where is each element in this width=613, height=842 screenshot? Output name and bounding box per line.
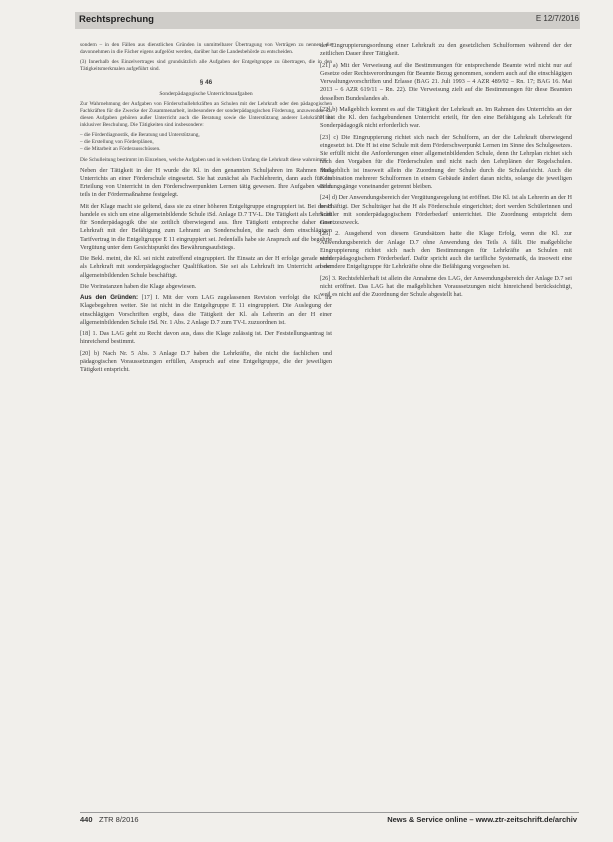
paragraph: [23] c) Die Eingruppierung richtet sich nach der Schulform, an der die Lehrkraft überwiegend eingesetzt ist. Die H ist eine Schule mit dem Förderschwerpunkt Lernen im Sinne des Schulgesetzes. Sie erfüllt nicht die Anforderungen einer allgemeinbildenden Schule, denn ihr Lehrplan richtet sich nach den Vorgaben für die Förderschulen und nicht nach den Lehrplänen der Regelschulen. Maßgeblich ist insoweit allein die Zuordnung der Schule durch die Schulaufsicht. Auch die Kombination mehrerer Schulformen in einem Gebäude ändert daran nichts, solange die jeweiligen Bildungsgänge voneinander getrennt bleiben. xyxy=(320,133,572,190)
list-item: – die Mitarbeit an Förderausschüssen. xyxy=(80,146,161,153)
footer-service-link[interactable]: News & Service online – www.ztr-zeitschrift.de/archiv xyxy=(387,815,577,824)
paragraph: sondern – in den Fällen aus dienstlichen Gründen in unmittelbarer Übertragung von Verträgen zu nennen, die davonnehmen in die Fächer eigens aufgelöst werden, darüber hat die Landesbehörde zu entscheiden. xyxy=(80,42,332,56)
list-item: – die Förderdiagnostik, die Beratung und Unterstützung, xyxy=(80,132,200,139)
right-column xyxy=(320,42,572,302)
paragraph xyxy=(80,294,332,327)
list-item: – die Erstellung von Förderplänen, xyxy=(80,139,154,146)
paragraph: Die Bekl. meint, die Kl. sei nicht zutreffend eingruppiert. Ihr Einsatz an der H erfolge gerade nicht als Lehrkraft mit sonderpädagogischer Qualifikation. Sie sei als Lehrkraft im Unterricht an der allgemeinbildenden Schule beschäftigt. xyxy=(80,255,332,279)
paragraph: Neben der Tätigkeit in der H wurde die Kl. in den genannten Schuljahren im Rahmen ihres Unterrichts an einer Förderschule eingesetzt. Sie hat zunächst als Fachlehrerin, dann auch für die Erteilung von Unterricht in den Förderschwerpunkten Lernen tätig gewesen. Ihre Aufgaben waren teils in der Fördermaßnahme festgelegt. xyxy=(80,166,332,199)
paragraph: [26] 3. Rechtsfehlerhaft ist allein die Annahme des LAG, der Anwendungsbereich der Anlage D.7 sei nicht eröffnet. Das LAG hat die maßgeblichen Voraussetzungen nicht hinreichend berücksichtigt, weil es nicht auf die Zuordnung der Schule abgestellt hat. xyxy=(320,274,572,298)
paragraph: [25] 2. Ausgehend von diesem Grundsätzen hatte die Klage Erfolg, wenn die Kl. zur Anwendungsbereich der Anlage D.7 ohne Anwendung des Teils A fällt. Die maßgebliche Eingruppierung richtet sich nach den Bestimmungen für Lehrkräfte an Schulen mit sonderpädagogischem Förderbedarf. Dafür spricht auch die tarifliche Systematik, da insoweit eine besondere Entgeltgruppe für Lehrkräfte ohne die Befähigung vorgesehen ist. xyxy=(320,230,572,271)
running-header-title: Rechtsprechung xyxy=(79,14,154,25)
paragraph: [24] d) Der Anwendungsbereich der Vergütungsregelung ist eröffnet. Die Kl. ist als Lehrerin an der H beschäftigt. Der Schulträger hat die H als Förderschule eingerichtet; dort werden Schülerinnen und Schüler mit sonderpädagogischem Förderbedarf unterrichtet. Die Zuordnung entspricht dem Gesetzeszweck. xyxy=(320,194,572,226)
footer-rule xyxy=(80,812,579,813)
reasons-lead: Aus den Gründen: xyxy=(80,294,139,302)
paragraph: der Eingruppierungsordnung einer Lehrkraft zu den gesetzlichen Schulformen während der der zeitlichen Dauer ihrer Tätigkeit. xyxy=(320,42,572,58)
running-header-issue: E 12/7/2016 xyxy=(535,14,579,23)
section-heading: § 46 xyxy=(199,79,213,87)
paragraph: (3) Innerhalb des Einzelvertrages sind grundsätzlich alle Aufgaben der Entgeltgruppe zu übertragen, die in den Tätigkeitsmerkmalen aufgeführt sind. xyxy=(80,59,332,73)
paragraph: [22] b) Maßgeblich kommt es auf die Tätigkeit der Lehrkraft an. Im Rahmen des Unterrichts an der H hat die Kl. den fachgebundenen Unterricht erteilt, für den eine Befähigung als Lehrkraft für Sonderpädagogik nicht erforderlich war. xyxy=(320,105,572,130)
paragraph: Die Schulleitung bestimmt im Einzelnen, welche Aufgaben und in welchem Umfang die Lehrkraft diese wahrnimmt. xyxy=(80,156,329,163)
paragraph: [20] b) Nach Nr. 5 Abs. 3 Anlage D.7 haben die Lehrkräfte, die nicht die fachlichen und pädagogischen Voraussetzungen erfüllen, Anspruch auf eine Entgeltgruppe, die der jeweiligen Tätigkeit entspricht. xyxy=(80,349,332,374)
journal-issue: ZTR 8/2016 xyxy=(99,815,139,824)
paragraph: [18] 1. Das LAG geht zu Recht davon aus, dass die Klage zulässig ist. Der Feststellungsantrag ist hinreichend bestimmt. xyxy=(80,330,332,346)
section-subheading: Sonderpädagogische Unterrichtsaufgaben xyxy=(159,90,253,97)
paragraph-text: [17] I. Mit der vom LAG zugelassenen Revision verfolgt die Kl. ihr Klagebegehren weiter. Sie ist nicht in die Entgeltgruppe E 11 eingruppiert. Die Auslegung der einschlägigen Vorschriften ergibt, dass die Tätigkeit der Kl. als Lehrerin an der H einer allgemeinbildenden Schule iSd. Nr. 1 Abs. 2 Anlage D.7 zum TV-L zuzuordnen ist. xyxy=(80,294,333,326)
paragraph: Zur Wahrnehmung der Aufgaben von Förderschullehrkräften an Schulen mit der Lehrkraft oder den pädagogischen Fachkräften für die Zwecke der Zusammenarbeit, insbesondere der sonderpädagogischen Förderung, anzuwenden. Zu diesen Aufgaben gehören außer Unterricht auch die Beratung sowie die Unterstützung anderer Lehrkräfte bei inklusiver Beschulung. Die Tätigkeiten sind insbesondere: xyxy=(80,100,332,129)
page-number: 440 xyxy=(80,815,93,824)
paragraph: [21] a) Mit der Verweisung auf die Bestimmungen für entsprechende Beamte wird nicht nur auf Gesetze oder Rechtsverordnungen für Beamte Bezug genommen, sondern auch auf die einschlägigen Verwaltungsvorschriften und Erlasse (BAG 21. Juli 1993 – 4 AZR 489/92 – Rn. 17; BAG 16. Mai 2013 – 6 AZR 619/11 – Rn. 22). Die Verweisung zielt auf die Bestimmungen für diese Beamten desselben Bundeslandes ab. xyxy=(320,61,572,102)
paragraph: Mit der Klage macht sie geltend, dass sie zu einer höheren Entgeltgruppe eingruppiert ist. Bei der H handele es sich um eine allgemeinbildende Schule iSd. Anlage D.7 TV-L. Die Tätigkeit als Lehrkraft für Sonderpädagogik übe sie zeitlich überwiegend aus. Ihre Tätigkeit entspreche daher einer Lehrkraft mit der Befähigung zum Lehramt an Sonderschulen, die nach dem einschlägigen Tarifvertrag in die Entgeltgruppe E 11 eingruppiert sei. Jedenfalls habe sie Anspruch auf die begehrte Vergütung unter dem Gesichtspunkt des Bewährungsaufstiegs. xyxy=(80,202,332,251)
left-column xyxy=(80,42,332,377)
paragraph: Die Vorinstanzen haben die Klage abgewiesen. xyxy=(80,282,197,290)
